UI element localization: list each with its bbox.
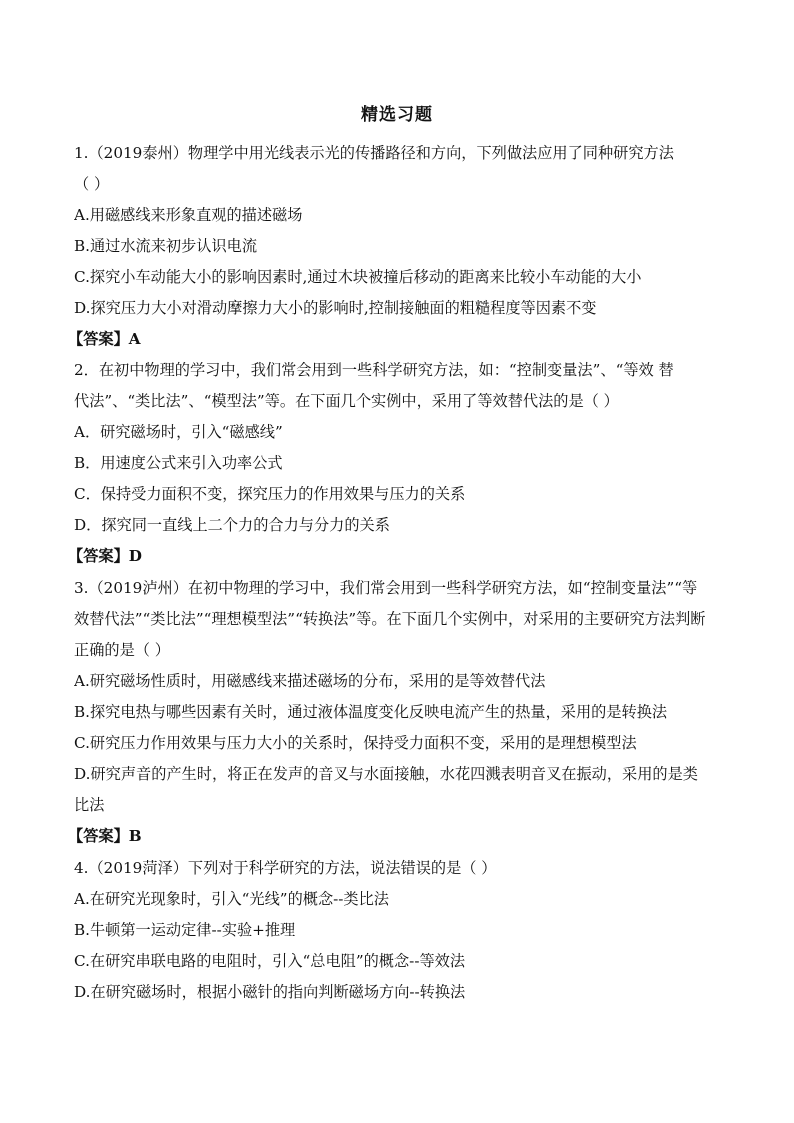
q2-answer: 【答案】D [68,547,142,565]
q3-option-d-line1: D.研究声音的产生时，将正在发声的音叉与水面接触，水花四溅表明音叉在振动，采用的是类 [74,765,698,783]
q2-option-a: A．研究磁场时，引入“磁感线” [74,423,283,441]
q4-option-b: B.牛顿第一运动定律--实验+推理 [74,921,296,939]
q1-stem-line2: （ ） [74,175,110,193]
q3-option-d-line2: 比法 [74,796,105,814]
q4-option-c: C.在研究串联电路的电阻时，引入“总电阻”的概念--等效法 [74,952,466,970]
q2-option-d: D．探究同一直线上二个力的合力与分力的关系 [74,516,390,534]
page-title: 精选习题 [361,105,433,125]
q3-stem-line1: 3.（2019泸州）在初中物理的学习中，我们常会用到一些科学研究方法，如“控制变量法”“等 [74,579,698,597]
q1-option-c: C.探究小车动能大小的影响因素时,通过木块被撞后移动的距离来比较小车动能的大小 [74,268,642,286]
q4-option-d: D.在研究磁场时，根据小磁针的指向判断磁场方向--转换法 [74,983,466,1001]
q3-stem-line3: 正确的是（ ） [74,641,170,659]
q1-option-b: B.通过水流来初步认识电流 [74,237,258,255]
q3-option-b: B.探究电热与哪些因素有关时，通过液体温度变化反映电流产生的热量，采用的是转换法 [74,703,668,721]
q4-option-a: A.在研究光现象时，引入“光线”的概念--类比法 [74,890,389,908]
q3-option-a: A.研究磁场性质时，用磁感线来描述磁场的分布，采用的是等效替代法 [74,672,546,690]
q2-option-c: C．保持受力面积不变，探究压力的作用效果与压力的关系 [74,485,466,503]
q1-stem-line1: 1.（2019泰州）物理学中用光线表示光的传播路径和方向，下列做法应用了同种研究方法 [74,144,674,162]
q2-option-b: B．用速度公式来引入功率公式 [74,454,283,472]
q3-stem-line2: 效替代法”“类比法”“理想模型法”“转换法”等。在下面几个实例中，对采用的主要研究方法判断 [74,610,706,628]
q3-answer: 【答案】B [68,827,142,845]
q2-stem-line1: 2．在初中物理的学习中，我们常会用到一些科学研究方法，如：“控制变量法”、“等效 替 [74,361,674,379]
q4-stem-line1: 4.（2019菏泽）下列对于科学研究的方法，说法错误的是（ ） [74,859,497,877]
q1-answer: 【答案】A [68,330,141,348]
q2-stem-line2: 代法”、“类比法”、“模型法”等。在下面几个实例中，采用了等效替代法的是（ ） [74,392,619,410]
q1-option-a: A.用磁感线来形象直观的描述磁场 [74,206,303,224]
q3-option-c: C.研究压力作用效果与压力大小的关系时，保持受力面积不变，采用的是理想模型法 [74,734,637,752]
q1-option-d: D.探究压力大小对滑动摩擦力大小的影响时,控制接触面的粗糙程度等因素不变 [74,299,597,317]
